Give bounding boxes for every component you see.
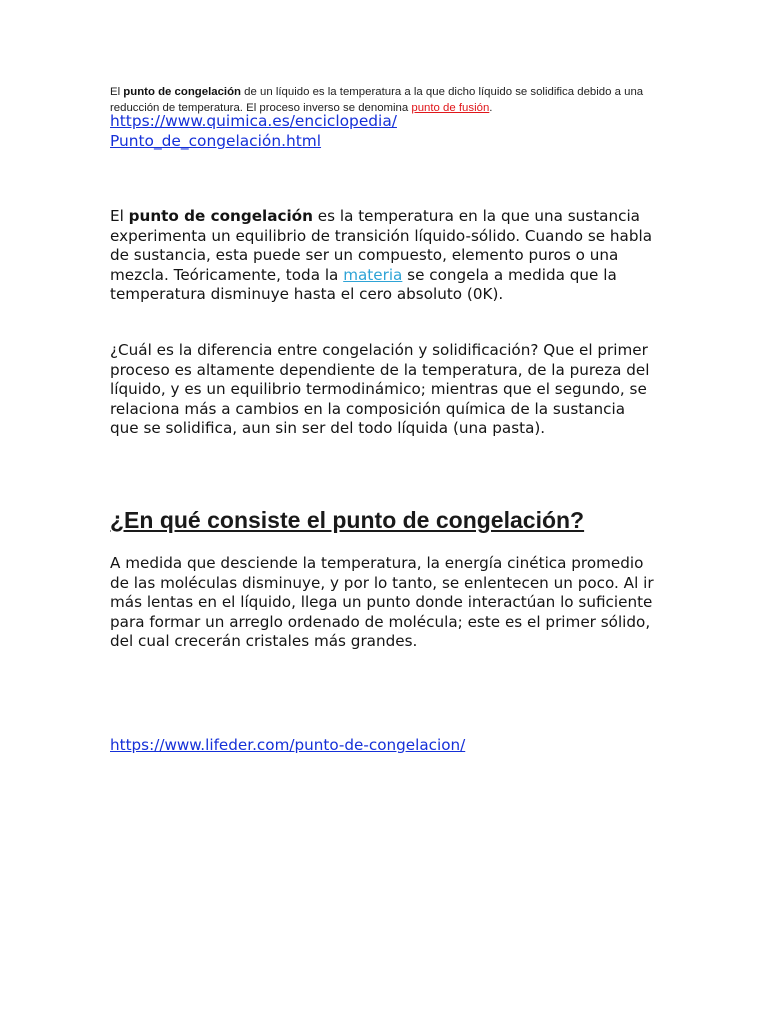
- intro-term: punto de congelación: [123, 86, 242, 98]
- p1-text: es la temperatura en la que una sustancia experimenta un equilibrio de transición líquido-sólido. Cuando se habla de sustancia, esta puede ser un compuesto, elemento puros o una mezcla. Teóricamente, toda la: [110, 207, 653, 284]
- source-link-quimica[interactable]: [110, 111, 530, 151]
- section-heading-text: ¿En qué consiste el punto de congelación?: [110, 507, 585, 533]
- punto-de-fusion-link[interactable]: punto de fusión: [411, 102, 490, 114]
- section-heading: [110, 505, 670, 535]
- p1-term: punto de congelación: [128, 207, 313, 225]
- p1-suffix: se congela a medida que la temperatura disminuye hasta el cero absoluto (0K).: [110, 265, 617, 303]
- intro-suffix: .: [489, 102, 493, 114]
- explanation-paragraph: A medida que desciende la temperatura, la energía cinética promedio de las moléculas disminuye, y por lo tanto, se enlentecen un poco. Al ir más lentas en el líquido, llega un punto donde interactúan lo suficiente para formar un arreglo ordenado de molécula; este es el primer sólido, del cual crecerán cristales más grandes.: [110, 554, 654, 650]
- p1-prefix: El: [110, 207, 129, 225]
- intro-text: de un líquido es la temperatura a la que dicho líquido se solidifica debido a una reducción de temperatura. El proceso inverso se denomina: [110, 86, 644, 114]
- source-link-quimica-line2[interactable]: Punto_de_congelación.html: [110, 132, 322, 150]
- definition-paragraph: [110, 207, 655, 305]
- source-link-quimica-line1[interactable]: https://www.quimica.es/enciclopedia/: [110, 112, 397, 130]
- intro-prefix: El: [110, 86, 124, 98]
- difference-paragraph: ¿Cuál es la diferencia entre congelación y solidificación? Que el primer proceso es altamente dependiente de la temperatura, de la pureza del líquido, y es un equilibrio termodinámico; mientras que el segundo, se relaciona más a cambios en la composición química de la sustancia que se solidifica, aun sin ser del todo líquida (una pasta).: [110, 341, 650, 437]
- source-link-lifeder[interactable]: https://www.lifeder.com/punto-de-congelacion/: [110, 736, 466, 754]
- materia-link[interactable]: materia: [343, 265, 403, 284]
- source-link-lifeder-container: [110, 735, 465, 755]
